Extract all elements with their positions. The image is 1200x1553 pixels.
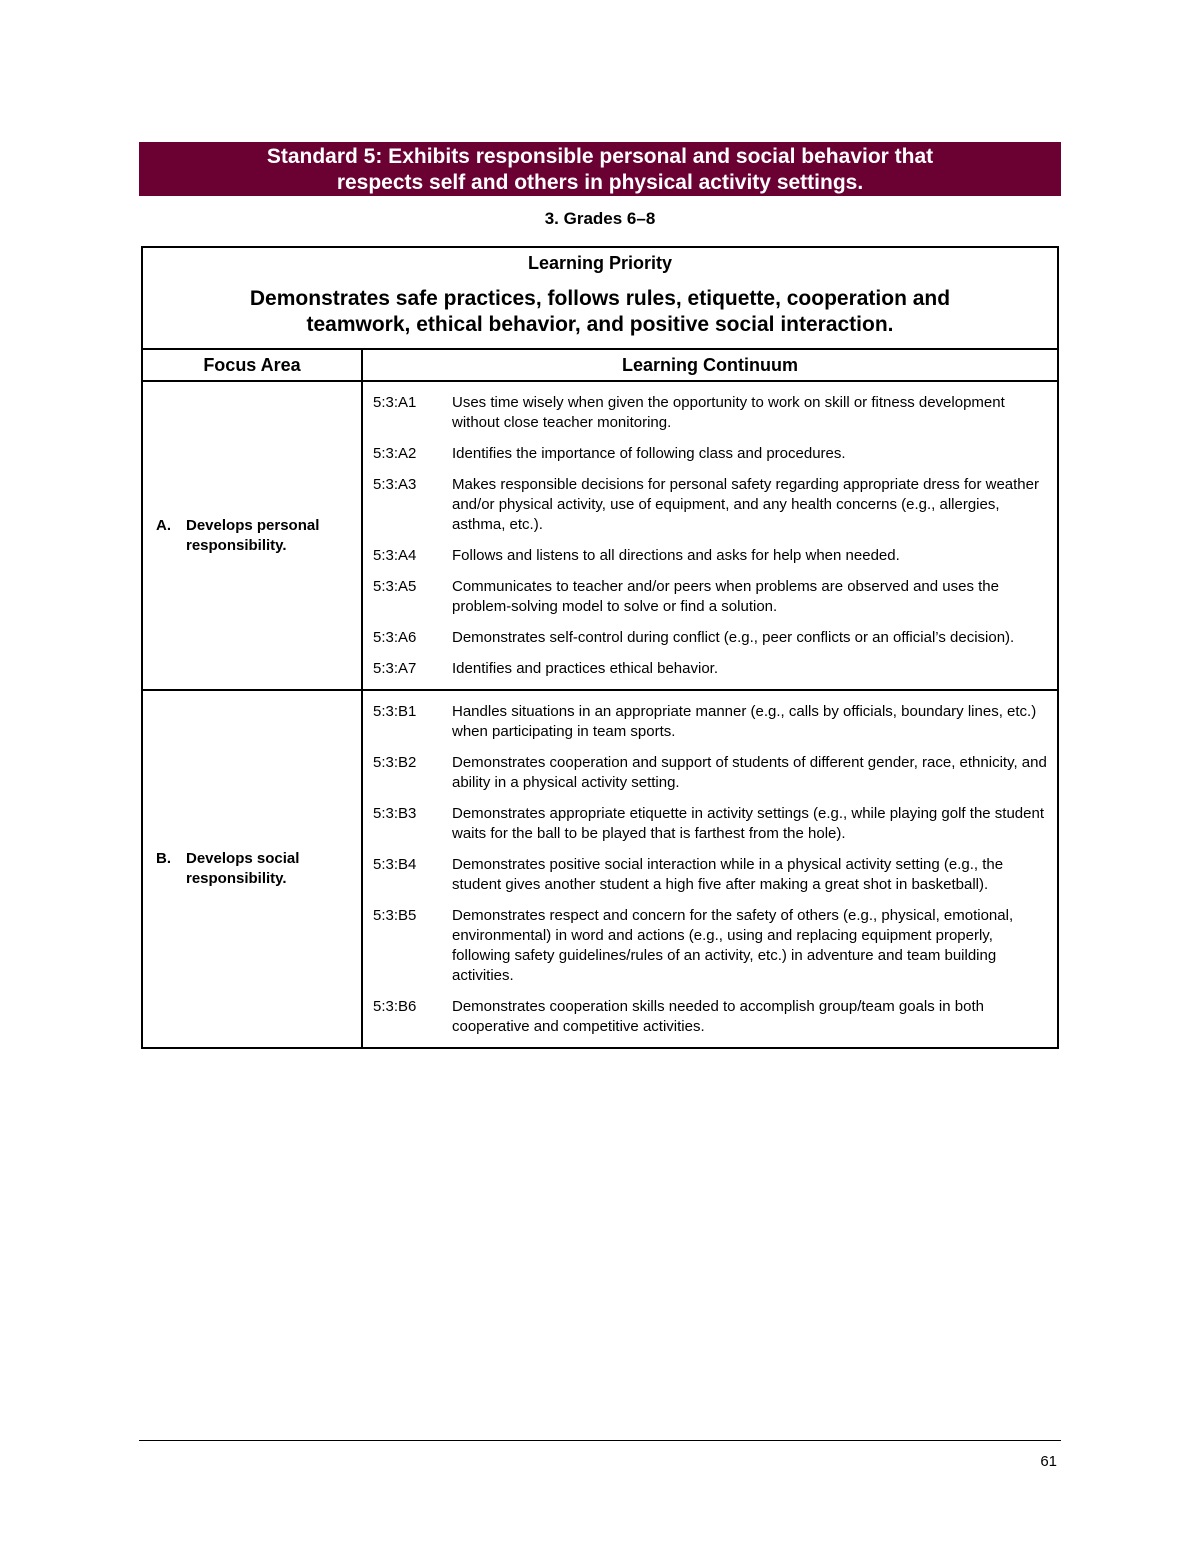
list-item: [373, 753, 1057, 793]
item-code: 5:3:A2: [373, 445, 417, 462]
focus-area-name: [186, 516, 319, 556]
item-code: 5:3:B4: [373, 856, 417, 873]
item-description: Uses time wisely when given the opportunity to work on skill or fitness development without close teacher monitoring.: [452, 394, 1005, 431]
item-description: Demonstrates appropriate etiquette in activity settings (e.g., while playing golf the student waits for the ball to be played that is farthest from the hole).: [452, 805, 1044, 842]
focus-area-header: Focus Area: [143, 350, 363, 380]
list-item: [373, 628, 1057, 648]
item-description: Demonstrates self-control during conflict (e.g., peer conflicts or an official’s decision).: [452, 629, 1015, 646]
list-item: [373, 577, 1057, 617]
item-description: Identifies the importance of following class and procedures.: [452, 445, 846, 462]
item-code: 5:3:A4: [373, 547, 417, 564]
focus-area-cell: [143, 382, 363, 689]
learning-continuum-list: [363, 691, 1057, 1047]
learning-priority: [143, 248, 1057, 350]
list-item: [373, 546, 1057, 566]
focus-section-b: [143, 691, 1057, 1047]
learning-priority-line2: teamwork, ethical behavior, and positive social interaction.: [306, 313, 894, 336]
list-item: [373, 659, 1057, 679]
focus-area-name-line1: Develops personal: [186, 516, 320, 534]
item-description: Demonstrates positive social interaction while in a physical activity setting (e.g., the student gives another student a high five after making a great shot in basketball).: [452, 856, 1004, 893]
item-code: 5:3:B3: [373, 805, 417, 822]
item-code: 5:3:A1: [373, 394, 417, 411]
learning-continuum-header: Learning Continuum: [622, 355, 798, 375]
grades-heading: 3. Grades 6–8: [544, 209, 656, 228]
learning-continuum-list: [363, 382, 1057, 689]
focus-area-title: [156, 516, 319, 556]
standard-title-line2: respects self and others in physical activity settings.: [336, 171, 864, 194]
item-code: 5:3:B2: [373, 754, 417, 771]
standard-banner: [139, 142, 1061, 196]
item-code: 5:3:B5: [373, 907, 417, 924]
list-item: [373, 393, 1057, 433]
item-description: Demonstrates respect and concern for the safety of others (e.g., physical, emotional, environmental) in word and actions (e.g., using and replacing equipment properly, following safety guidelines/rules of an activity, etc.) in adventure and team building activities.: [452, 907, 1014, 984]
item-description: Demonstrates cooperation skills needed to accomplish group/team goals in both cooperative and competitive activities.: [452, 998, 984, 1035]
learning-priority-label: Learning Priority: [527, 253, 673, 273]
list-item: [373, 475, 1057, 535]
focus-area-name-line1: Develops social: [186, 850, 300, 867]
list-item: [373, 906, 1057, 986]
item-code: 5:3:B1: [373, 703, 417, 720]
item-code: 5:3:A7: [373, 660, 417, 677]
focus-area-title: [156, 849, 299, 889]
item-description: Identifies and practices ethical behavior.: [452, 660, 718, 677]
footer-divider: [139, 1440, 1061, 1441]
item-description: Makes responsible decisions for personal safety regarding appropriate dress for weather and/or physical activity, use of equipment, and any health concerns (e.g., allergies, asthma, etc.).: [452, 476, 1039, 533]
focus-section-a: [143, 382, 1057, 691]
item-code: 5:3:A3: [373, 476, 417, 493]
table-header-row: [143, 350, 1057, 382]
item-description: Demonstrates cooperation and support of students of different gender, race, ethnicity, and ability in a physical activity setting.: [452, 754, 1047, 791]
item-code: 5:3:A5: [373, 578, 417, 595]
item-description: Handles situations in an appropriate manner (e.g., calls by officials, boundary lines, etc.) when participating in team sports.: [452, 703, 1037, 740]
focus-area-letter: A.: [156, 516, 171, 534]
focus-area-name-line2: responsibility.: [186, 536, 287, 554]
list-item: [373, 855, 1057, 895]
focus-area-cell: [143, 691, 363, 1047]
item-description: Communicates to teacher and/or peers when problems are observed and uses the problem-solving model to solve or find a solution.: [452, 578, 999, 615]
learning-priority-line1: Demonstrates safe practices, follows rules, etiquette, cooperation and: [249, 287, 951, 310]
list-item: [373, 804, 1057, 844]
list-item: [373, 444, 1057, 464]
list-item: [373, 702, 1057, 742]
learning-priority-text: [143, 286, 1057, 338]
focus-area-name-line2: responsibility.: [186, 870, 287, 887]
item-code: 5:3:A6: [373, 629, 417, 646]
focus-area-letter: B.: [156, 850, 171, 867]
page-number: 61: [1040, 1453, 1057, 1470]
item-code: 5:3:B6: [373, 998, 417, 1015]
standard-title-line1: Standard 5: Exhibits responsible personal and social behavior that: [266, 145, 934, 168]
standards-table: [141, 246, 1059, 1049]
focus-area-name: [186, 849, 299, 889]
list-item: [373, 997, 1057, 1037]
item-description: Follows and listens to all directions and asks for help when needed.: [452, 547, 900, 564]
